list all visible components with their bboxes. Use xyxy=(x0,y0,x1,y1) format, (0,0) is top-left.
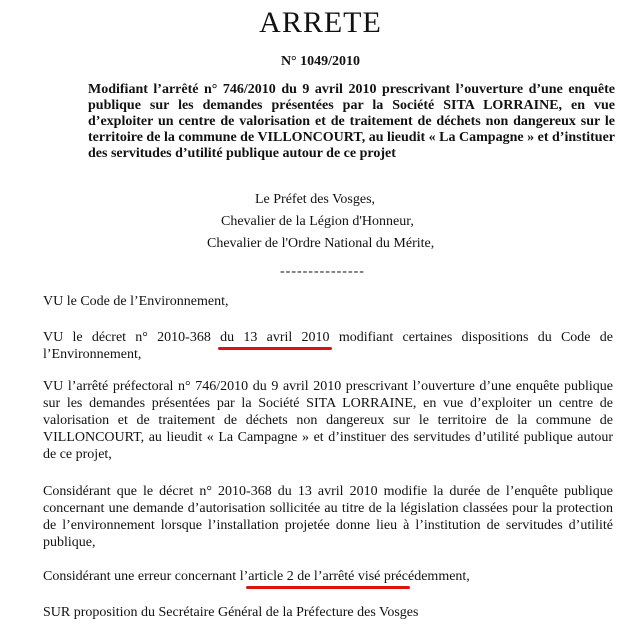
vu-decret-text: VU le décret n° 2010-368 xyxy=(43,330,221,345)
decree-number: N° 1049/2010 xyxy=(280,54,361,69)
considerant-decret: Considérant que le décret n° 2010-368 du 13 avril 2010 modifie la durée de l’enquête publique concernant une demande d’autorisation sollicitée au titre de la législation classées pour la protection de l’environnement lorsque l’installation projetée donne lieu à l’institution de servitudes d’utilité publique, xyxy=(43,484,613,550)
sur-proposition: SUR proposition du Secrétaire Général de la Préfecture des Vosges xyxy=(43,605,419,620)
document-title: ARRETE xyxy=(259,6,382,39)
vu-code-environnement: VU le Code de l’Environnement, xyxy=(43,294,229,309)
prefet-line: Chevalier de l'Ordre National du Mérite, xyxy=(207,236,435,251)
separator: --------------- xyxy=(280,264,365,279)
considerant-text: édemment, xyxy=(408,569,470,584)
prefet-block xyxy=(190,189,490,255)
considerant-text: Considérant une erreur concernant l’ xyxy=(43,569,249,584)
vu-arrete: VU l’arrêté préfectoral n° 746/2010 du 9 avril 2010 prescrivant l’ouverture d’une enquête publique sur les demandes présentées par la Société SITA LORRAINE, en vue d’exploiter un centre de valorisation et de traitement de déchets non dangereux sur le territoire de la commune de VILLONCOURT, au lieudit « La Campagne » et d’instituer des servitudes d’utilité publique autour de ce projet, xyxy=(43,379,613,462)
vu-decret xyxy=(43,329,613,363)
highlighted-article: article 2 de l’arrêté visé préc xyxy=(248,569,408,584)
prefet-line: Chevalier de la Légion d'Honneur, xyxy=(221,214,414,229)
highlighted-date: du 13 avril 2010 xyxy=(220,330,330,345)
considerant-erreur xyxy=(43,568,613,585)
vu-decret-text: modifiant certaines dispositions du Code de l’Environnement, xyxy=(43,330,613,362)
modifying-paragraph: Modifiant l’arrêté n° 746/2010 du 9 avril 2010 prescrivant l’ouverture d’une enquête publique sur les demandes présentées par la Société SITA LORRAINE, en vue d’exploiter un centre de valorisation et de traitement de déchets non dangereux sur le territoire de la commune de VILLONCOURT, au lieudit « La Campagne » et d’instituer des servitudes d’utilité publique autour de ce projet xyxy=(88,82,615,161)
prefet-line: Le Préfet des Vosges, xyxy=(255,192,376,207)
